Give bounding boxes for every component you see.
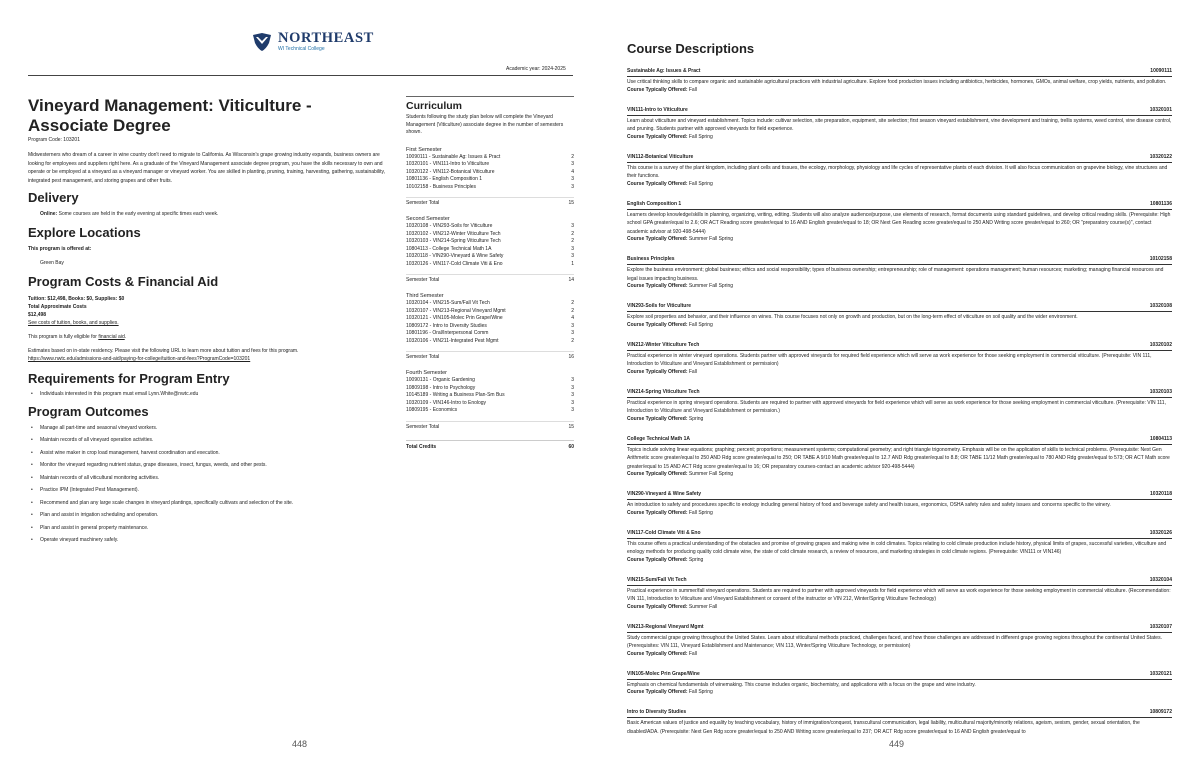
course-header	[627, 201, 1172, 210]
course-row	[406, 253, 574, 261]
course-credits: 3	[571, 330, 574, 336]
semester-total-label: Semester Total	[406, 423, 440, 430]
course-row	[406, 231, 574, 239]
offered-terms: Summer Fall Spring	[688, 283, 734, 289]
logo-subtitle: WI Technical College	[278, 46, 325, 52]
course-offered	[627, 604, 1172, 612]
course-row	[406, 392, 574, 400]
course-name: 10090131 - Organic Gardening	[406, 377, 475, 383]
course-offered	[627, 416, 1172, 424]
course-name: 10320126 - VIN117-Cold Climate Viti & Eno	[406, 260, 503, 267]
shield-icon	[252, 32, 272, 52]
course-row	[406, 330, 574, 338]
course-code: 10320126	[1149, 529, 1172, 536]
course-code: 10320107	[1149, 623, 1172, 630]
course-offered	[627, 557, 1172, 565]
header-divider	[28, 75, 573, 76]
course-code: 10320122	[1149, 153, 1172, 160]
course-header	[627, 389, 1172, 398]
course-name: 10809195 - Economics	[406, 407, 458, 413]
offered-terms: Spring	[688, 415, 704, 422]
course-code: 10801136	[1150, 200, 1172, 207]
course-title: College Technical Math 1A	[627, 435, 690, 442]
requirements-heading: Requirements for Program Entry	[28, 371, 230, 386]
course-name: 10320108 - VIN293-Soils for Viticulture	[406, 223, 493, 229]
course-name: 10320107 - VIN213-Regional Vineyard Mgmt	[406, 307, 506, 314]
course-offered	[627, 283, 1172, 291]
total-costs-value: $12,498	[28, 312, 47, 318]
financial-aid-line: This program is fully eligible for financial aid.	[28, 334, 127, 340]
offered-label: Course Typically Offered:	[627, 180, 688, 187]
offered-terms: Summer Fall Spring	[688, 471, 734, 477]
offered-terms: Fall Spring	[688, 321, 713, 328]
list-item: • Monitor the vineyard regarding nutrient status, grape diseases, insect, fungus, weeds, and other pests.	[28, 462, 388, 469]
course-title: VIN293-Soils for Viticulture	[627, 303, 692, 309]
course-entry	[627, 530, 1172, 565]
course-row	[406, 338, 574, 346]
course-name: 10320121 - VIN105-Molec Prin Grape/Wine	[406, 315, 503, 321]
course-entry	[627, 342, 1172, 377]
course-entry	[627, 389, 1172, 424]
course-title: VIN117-Cold Climate Viti & Eno	[627, 529, 701, 536]
delivery-description: Some courses are held in the early evening at specific times each week.	[58, 211, 219, 217]
course-entry	[627, 624, 1172, 659]
page-title: Vineyard Management: Viticulture - Associate Degree	[28, 96, 312, 135]
semester-total-label: Semester Total	[406, 200, 440, 206]
course-credits: 3	[571, 392, 574, 398]
page-number: 449	[889, 739, 905, 749]
course-name: 10801136 - English Composition 1	[406, 176, 483, 182]
course-header	[627, 256, 1172, 265]
course-credits: 4	[571, 168, 574, 175]
semester-name: Fourth Semester	[406, 370, 447, 376]
semester-total-value: 14	[568, 277, 574, 283]
course-name: 10801196 - Oral/Interpersonal Comm	[406, 330, 489, 336]
course-row	[406, 323, 574, 331]
course-row	[406, 261, 574, 269]
course-credits: 3	[571, 183, 574, 190]
course-entry	[627, 154, 1172, 189]
course-description: Study commercial grape growing throughout the United States. Learn about viticultural methods practiced, challenges faced, and how those challenges are addressed in different grape growing regions throughout the continental United States. (Prerequisites: VIN 111, Vineyard Establishment and Maintenance; VIN 113, Winter/Spring Viticulture Technology, or permission)	[627, 634, 1162, 649]
program-intro: Midwesterners who dream of a career in wine country don't need to migrate to California. As Wisconsin's grape growing industry expands, business owners are looking for employees and suppliers right here. As a graduate of the Vineyard Management associate degree program, you have the skills necessary to own and operate or be employed at a vineyard as a vineyard manager or vineyard worker. You are skilled in planting, pruning, training, harvesting, gathering, sustainability, integrated pest management, and storing grapes and other fruits.	[28, 152, 386, 184]
course-name: 10809172 - Intro to Diversity Studies	[406, 322, 487, 329]
course-row	[406, 184, 574, 192]
offered-terms: Fall Spring	[688, 180, 713, 187]
course-title: VIN213-Regional Vineyard Mgmt	[627, 623, 704, 630]
course-row	[406, 407, 574, 415]
offered-terms: Fall	[688, 650, 697, 657]
semester-total-value: 16	[568, 354, 574, 360]
semester-name: First Semester	[406, 146, 442, 153]
course-credits: 3	[571, 399, 574, 406]
course-entry	[627, 256, 1172, 291]
course-header	[627, 303, 1172, 312]
course-code: 10809172	[1149, 709, 1172, 715]
list-item: • Maintain records of all vineyard operation activities.	[28, 437, 388, 444]
course-title: VIN111-Intro to Viticulture	[627, 106, 688, 113]
course-header	[627, 671, 1172, 680]
course-description: Use critical thinking skills to compare organic and sustainable agricultural practices with industrial agriculture. Explore food production issues including antibiotics, herbicides, hormones, GMOs, animal welfare, crop yields, nutrients, and pollution.	[627, 79, 1167, 85]
course-credits: 3	[571, 253, 574, 259]
course-offered	[627, 651, 1172, 659]
course-row	[406, 308, 574, 316]
locations-offered: This program is offered at:	[28, 246, 92, 252]
course-code: 10320121	[1149, 670, 1172, 677]
course-name: 10809198 - Intro to Psychology	[406, 384, 476, 391]
logo-name: NORTHEAST	[278, 30, 374, 46]
offered-terms: Spring	[688, 556, 704, 563]
course-row	[406, 238, 574, 246]
semester-name: Third Semester	[406, 293, 444, 299]
semester-total	[406, 274, 574, 283]
offered-terms: Fall	[688, 368, 697, 375]
page-number: 448	[292, 739, 308, 749]
course-credits: 1	[571, 260, 574, 267]
course-row	[406, 169, 574, 177]
course-credits: 2	[571, 307, 574, 314]
list-item: • Assist wine maker in crop load management, harvest coordination and execution.	[28, 450, 388, 457]
course-header	[627, 68, 1172, 77]
course-offered	[627, 87, 1172, 95]
course-code: 10320101	[1149, 106, 1172, 113]
curriculum-description: Students following the study plan below will complete the Vineyard Management (Viticulture) associate degree in the number of semesters shown.	[406, 114, 564, 135]
course-code: 10320104	[1149, 576, 1172, 583]
course-row	[406, 223, 574, 231]
curriculum-column	[406, 96, 574, 450]
offered-label: Course Typically Offered:	[627, 283, 688, 289]
course-credits: 2	[571, 153, 574, 160]
semester-total-value: 15	[568, 423, 574, 430]
course-credits: 3	[571, 377, 574, 383]
offered-terms: Fall Spring	[688, 133, 713, 140]
course-description: Practical experience in spring vineyard operations. Students are required to partner with approved vineyards for field experience which will serve as work experience for those seeking employment in commercial viticulture. (Prerequisite: VIN 111, Introduction to Viticulture and Vineyard Establishment or permission.)	[627, 399, 1166, 414]
course-name: 10102158 - Business Principles	[406, 183, 477, 190]
course-offered	[627, 134, 1172, 142]
course-credits: 3	[571, 223, 574, 229]
semester-name: Second Semester	[406, 216, 450, 222]
semester-total	[406, 351, 574, 360]
course-name: 10320104 - VIN215-Sum/Fall Vit Tech	[406, 300, 490, 306]
offered-terms: Fall Spring	[688, 509, 713, 516]
course-code: 10320103	[1149, 388, 1172, 395]
course-code: 10090111	[1150, 68, 1172, 74]
course-title: VIN215-Sum/Fall Vit Tech	[627, 576, 687, 583]
course-credits: 2	[571, 230, 574, 237]
course-offered	[627, 236, 1172, 244]
course-description: Basic American values of justice and equality by teaching vocabulary, history of immigration/conquest, transcultural communication, legal liability, multicultural majority/minority relations, ageism, sexism, gender, sexual orientation, the disabled/ADA. (Prerequisite: Next Gen Rdg score greater/equal to 250 AND Writing score greater/equal to 237; OR ACT Rdg score greater/equal to 16 AND English greater/equal to	[627, 720, 1140, 735]
offered-label: Course Typically Offered:	[627, 689, 688, 695]
course-credits: 2	[571, 238, 574, 244]
college-logo	[252, 32, 374, 52]
curriculum-divider	[406, 96, 574, 97]
semester-total	[406, 197, 574, 206]
course-title: VIN214-Spring Viticulture Tech	[627, 388, 700, 395]
offered-label: Course Typically Offered:	[627, 321, 688, 328]
course-title: VIN105-Molec Prin Grape/Wine	[627, 670, 700, 677]
semester-total-label: Semester Total	[406, 277, 440, 283]
course-header	[627, 436, 1172, 445]
course-name: 10320102 - VIN212-Winter Viticulture Tech	[406, 230, 501, 237]
course-title: English Composition 1	[627, 200, 682, 207]
course-header	[627, 577, 1172, 586]
costs-heading: Program Costs & Financial Aid	[28, 274, 219, 289]
course-name: 10320101 - VIN111-Intro to Viticulture	[406, 161, 490, 167]
course-header	[627, 709, 1172, 718]
location-green-bay: Green Bay	[40, 260, 64, 266]
course-description: This course is a survey of the plant kingdom, including plant cells and tissues, the ecology, morphology, physiology and life cycles of representative plants of each division. It will also focus communication on grapevine biology, vine structures and their functions.	[627, 164, 1168, 179]
semester-block	[406, 369, 574, 430]
course-row	[406, 400, 574, 408]
course-header	[627, 107, 1172, 116]
course-entry	[627, 436, 1172, 479]
semester-total	[406, 421, 574, 430]
course-credits: 3	[571, 322, 574, 329]
curriculum-heading: Curriculum	[406, 100, 463, 112]
course-code: 10102158	[1149, 256, 1172, 262]
course-description: Explore soil properties and behavior, and their influence on wines. This course focuses not only on growth and production, but on the long-term effect of viticulture on soil quality and the wider environment.	[627, 314, 1078, 320]
total-credits-label: Total Credits	[406, 443, 437, 450]
offered-label: Course Typically Offered:	[627, 133, 688, 140]
total-costs-label: Total Approximate Costs	[28, 304, 87, 310]
course-code: 10320102	[1149, 341, 1172, 348]
course-title: VIN112-Botanical Viticulture	[627, 153, 694, 160]
course-row	[406, 377, 574, 385]
list-item: • Maintain records of all viticultural monitoring activities.	[28, 475, 388, 482]
course-description: Emphasis on chemical fundamentals of winemaking. This course includes organic, biochemistry, and applications with a focus on the grape and wine industry.	[627, 681, 976, 688]
offered-label: Course Typically Offered:	[627, 603, 688, 610]
course-credits: 3	[571, 407, 574, 413]
course-row	[406, 176, 574, 184]
offered-label: Course Typically Offered:	[627, 509, 688, 516]
course-code: 10320118	[1150, 491, 1172, 497]
total-credits-value: 60	[568, 443, 574, 450]
semester-total-value: 15	[568, 200, 574, 206]
course-offered	[627, 510, 1172, 518]
course-entry	[627, 709, 1172, 736]
course-offered	[627, 181, 1172, 189]
course-row	[406, 154, 574, 162]
financial-aid-link[interactable]: financial aid	[98, 334, 125, 340]
list-item: • Plan and assist in irrigation scheduling and operation.	[28, 512, 388, 519]
offered-label: Course Typically Offered:	[627, 471, 688, 477]
tuition-url-link[interactable]: https://www.nwtc.edu/admissions-and-aid/paying-for-college/tuition-and-fees?ProgramCode=103201	[28, 356, 251, 362]
list-item: • Manage all part-time and seasonal vineyard workers.	[28, 425, 388, 432]
course-credits: 3	[571, 245, 574, 252]
list-item: • Recommend and plan any large scale changes in vineyard plantings, specifically cultivars and selection of the site.	[28, 500, 388, 507]
offered-label: Course Typically Offered:	[627, 236, 688, 242]
course-name: 10320103 - VIN214-Spring Viticulture Tech	[406, 238, 501, 244]
offered-label: Course Typically Offered:	[627, 415, 688, 422]
course-title: VIN290-Vineyard & Wine Safety	[627, 491, 702, 497]
delivery-text	[28, 210, 388, 218]
academic-year: Academic year: 2024-2025	[506, 66, 566, 72]
requirements-list	[28, 391, 388, 398]
course-entry	[627, 577, 1172, 612]
offered-terms: Fall	[688, 86, 697, 93]
delivery-heading: Delivery	[28, 190, 79, 205]
tuition-line: Tuition: $12,498, Books: $0, Supplies: $0	[28, 296, 125, 302]
offered-label: Course Typically Offered:	[627, 86, 688, 93]
course-row	[406, 246, 574, 254]
locations-heading: Explore Locations	[28, 225, 141, 240]
course-name: 10320122 - VIN112-Botanical Viticulture	[406, 168, 495, 175]
course-description: This course offers a practical understanding of the obstacles and promise of growing grapes and making wine in cold climates. Topics relating to cold climate production include history, physical limits of grapes, successful varieties, viticulture and enology methods for producing quality cold climate wine, the state of cold climate research, a review of resources, and marketing strategies in cold climate regions. (Prerequisite: VIN111 or VIN146)	[627, 540, 1167, 555]
total-credits	[406, 440, 574, 450]
course-code: 10320108	[1149, 303, 1172, 309]
offered-label: Course Typically Offered:	[627, 650, 688, 657]
semester-block	[406, 215, 574, 283]
course-name: 10090111 - Sustainable Ag: Issues & Pract	[406, 153, 501, 160]
semester-block	[406, 146, 574, 207]
course-description: Explore the business environment; global business; ethics and social responsibility; types of business ownership; entrepreneurship; role of management: operations management; human resources; marketing; managing financial resources and legal issues impacting business.	[627, 267, 1164, 282]
course-title: VIN212-Winter Viticulture Tech	[627, 341, 700, 348]
course-title: Business Principles	[627, 256, 675, 262]
course-entry	[627, 491, 1172, 517]
program-code: Program Code: 103201	[28, 137, 80, 143]
course-row	[406, 385, 574, 393]
course-description: Learn about viticulture and vineyard establishment. Topics include: cultivar selection, site preparation, equipment, site selection; first season vineyard establishment, vine development and training, trellis systems, weed control, vine disease control, and pruning. Students partner with approved vineyards for field experience.	[627, 117, 1172, 132]
course-row	[406, 300, 574, 308]
outcomes-list	[28, 425, 388, 545]
right-page	[600, 0, 1200, 776]
course-credits: 3	[571, 384, 574, 391]
course-description: Learners develop knowledge/skills in planning, organizing, writing, editing. Students will also analyze audience/purpose, use elements of research, format documents using standard guidelines, and develop critical reading skills. (Prerequisite: High school GPA greater/equal to 2.6; OR ACT Reading score greater/equal to 16 AND English greater/equal to 18; OR Next Gen Reading score greater/equal to 250 AND Writing score greater/equal to 260; OR "preparatory course(s)", contact academic advisor at 920-498-5444)	[627, 211, 1171, 235]
course-entry	[627, 201, 1172, 244]
course-credits: 2	[571, 337, 574, 344]
delivery-label: Online:	[40, 211, 58, 217]
course-credits: 2	[571, 300, 574, 306]
offered-label: Course Typically Offered:	[627, 368, 688, 375]
program-info-column	[28, 96, 388, 550]
course-title: Sustainable Ag: Issues & Pract	[627, 68, 701, 74]
course-row	[406, 161, 574, 169]
offered-terms: Summer Fall Spring	[688, 236, 734, 242]
list-item: • Plan and assist in general property maintenance.	[28, 525, 388, 532]
course-header	[627, 624, 1172, 633]
course-descriptions-heading: Course Descriptions	[627, 41, 755, 56]
list-item: • Practice IPM (Integrated Pest Management).	[28, 487, 388, 494]
course-name: 10804113 - College Technical Math 1A	[406, 245, 492, 252]
offered-terms: Summer Fall	[688, 603, 718, 610]
course-credits: 4	[571, 315, 574, 321]
course-entry	[627, 68, 1172, 94]
course-header	[627, 342, 1172, 351]
course-name: 10320106 - VIN211-Integrated Pest Mgmt	[406, 337, 499, 344]
course-entry	[627, 671, 1172, 697]
course-description: Practical experience in winter vineyard operations. Students partner with approved vineyards for required field experience which will serve as work experience for those seeking employment in commercial viticulture. (Prerequisite: VIN 111, Introduction to Viticulture and Vineyard Establishment or permission)	[627, 352, 1152, 367]
course-header	[627, 154, 1172, 163]
semester-total-label: Semester Total	[406, 354, 440, 360]
offered-terms: Fall Spring	[688, 689, 713, 695]
outcomes-heading: Program Outcomes	[28, 403, 149, 419]
course-row	[406, 315, 574, 323]
financial-aid-text: This program is fully eligible for	[28, 334, 97, 340]
course-header	[627, 530, 1172, 539]
course-descriptions-list	[627, 68, 1172, 749]
list-item: • Individuals interested in this program must email Lynn.White@nwtc.edu	[28, 391, 388, 398]
course-offered	[627, 322, 1172, 330]
course-entry	[627, 303, 1172, 329]
course-name: 10320118 - VIN290-Vineyard & Wine Safety	[406, 253, 504, 259]
course-description: Topics include solving linear equations; graphing; percent; proportions; measurement systems; computational geometry; and right triangle trigonometry. Emphasis will be on the application of skills to technical problems. (Prerequisite: Next Gen Arithmetic score greater/equal to 250 AND Rdg score greater/equal to 250; OR TABE A 9/10 Math greater/equal to 12.7 AND Rdg greater/equal to 8.8; OR TABE 11/12 Math greater/equal to 780 AND Rdg greater/equal to 573; OR ACT Math score greater/equal to 15 AND ACT Rdg score greater/equal to 16; OR preparatory courses-contact an academic advisor 920-498-5444)	[627, 446, 1170, 470]
course-entry	[627, 107, 1172, 142]
course-description: Practical experience in summer/fall vineyard operations. Students are required to partner with approved vineyards for field experience which will serve as work experience for those seeking employment in commercial viticulture. (Recommendation: VIN 111, Introduction to Viticulture and Vineyard Establishment or consent of the instructor or VIN 212, Winter/Spring Viticulture Technology)	[627, 587, 1171, 602]
semester-block	[406, 292, 574, 360]
course-description: An introduction to safety and procedures specific to enology including general history of food and beverage safety and health issues, ergonomics, OSHA safety rules and safety issues and concerns specific to the winery.	[627, 502, 1111, 508]
course-offered	[627, 689, 1172, 697]
course-header	[627, 491, 1172, 500]
course-credits: 3	[571, 176, 574, 182]
course-title: Intro to Diversity Studies	[627, 709, 687, 715]
estimates-text: Estimates based on in-state residency. Please visit the following URL to learn more about tuition and fees for this program.	[28, 348, 299, 354]
offered-label: Course Typically Offered:	[627, 556, 688, 563]
list-item: • Operate vineyard machinery safely.	[28, 537, 388, 544]
course-name: 10145189 - Writing a Business Plan-Sm Bus	[406, 392, 505, 398]
course-offered	[627, 471, 1172, 479]
course-offered	[627, 369, 1172, 377]
course-code: 10804113	[1150, 435, 1172, 442]
see-costs-link[interactable]: See costs of tuition, books, and supplies.	[28, 320, 119, 326]
course-credits: 3	[571, 161, 574, 167]
course-name: 10320109 - VIN146-Intro to Enology	[406, 399, 487, 406]
